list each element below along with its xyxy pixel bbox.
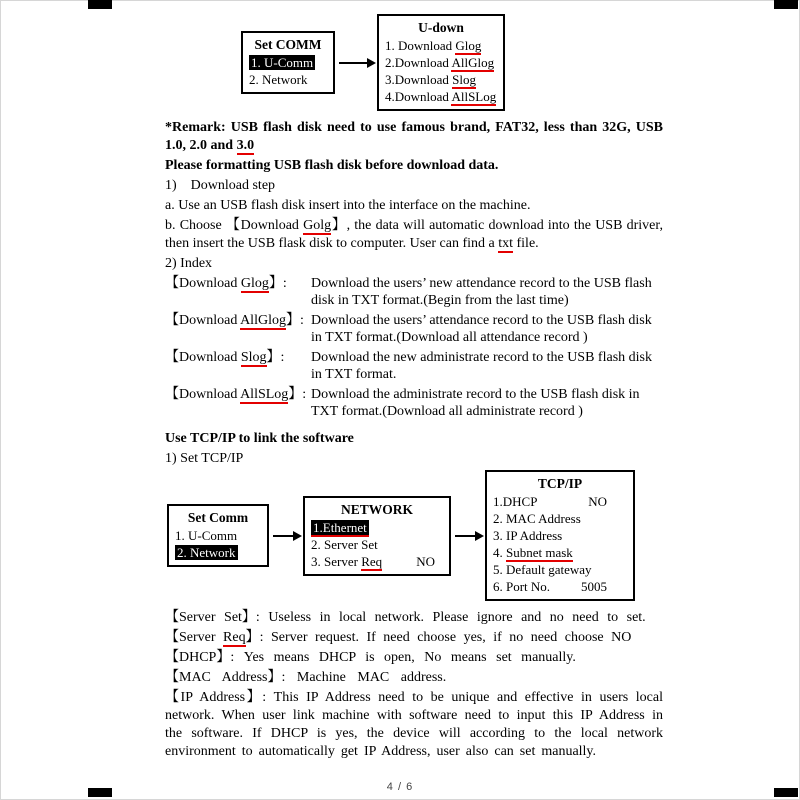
item-text: 3.Download — [385, 72, 453, 87]
remark-paragraph — [165, 119, 663, 155]
dhcp-explanation: 【DHCP】: Yes means DHCP is open, No means set manually. — [165, 650, 576, 665]
term-text: 】: — [288, 387, 307, 402]
tcp-subheading: 1) Set TCP/IP — [165, 451, 244, 466]
tcp-section-heading: Use TCP/IP to link the software — [165, 431, 354, 446]
tcpip-flow-diagram — [167, 470, 663, 601]
server-req-explanation — [165, 629, 663, 647]
misspelled-word: AllSLog — [451, 89, 497, 104]
definition-description: Download the users’ new attendance record to the USB flash disk in TXT format.(Begin from the last time) — [311, 276, 652, 308]
item-text: 4. — [493, 545, 506, 560]
misspelled-word: Slog — [452, 72, 477, 87]
menu-item-mac-address: 2. MAC Address — [493, 511, 581, 526]
misspelled-word: Golg — [303, 218, 332, 233]
term-text: 】: — [266, 350, 285, 365]
definition-description: Download the new administrate record to the USB flash disk in TXT format. — [311, 350, 652, 382]
item-text: 3. Server — [311, 553, 362, 569]
selected-menu-highlight: 2. Network — [177, 545, 236, 560]
definition-description: Download the users’ attendance record to the USB flash disk in TXT format.(Download all attendance record ) — [311, 313, 652, 345]
scan-corner-mark-top-left — [88, 0, 112, 9]
set-comm-box-title: Set COMM — [254, 37, 322, 52]
mac-explanation: 【MAC Address】: Machine MAC address. — [165, 670, 447, 685]
set-comm-box-title: Set Comm — [187, 510, 249, 525]
download-step-heading: 1) Download step — [165, 178, 276, 193]
server-set-explanation: 【Server Set】: Useless in local network. Please ignore and no need to set. — [165, 610, 646, 625]
remark-text: *Remark: USB flash disk need to use famous brand, FAT32, less than 32G, USB 1.0, 2.0 and — [165, 120, 663, 153]
term-text: 【Download — [165, 350, 241, 365]
misspelled-word: Req — [361, 553, 383, 569]
term-text: 】: — [268, 276, 287, 291]
item-text: 1. Download — [385, 38, 456, 53]
item-text: 6. Port No. — [493, 579, 551, 594]
menu-item-dhcp — [493, 493, 627, 510]
menu-item-ethernet — [311, 519, 443, 536]
u-down-box-title: U-down — [418, 20, 464, 35]
menu-item-download-slog — [385, 71, 497, 88]
misspelled-word: Slog — [240, 350, 267, 365]
tcpip-box-title: TCP/IP — [537, 476, 583, 491]
misspelled-word: Glog — [455, 38, 482, 53]
page-content — [165, 12, 663, 763]
misspelled-word: txt — [498, 236, 513, 251]
index-definition-row — [165, 386, 663, 420]
index-definition-row — [165, 312, 663, 346]
explanation-text: 】: Server request. If need choose yes, if no need choose NO — [245, 630, 632, 645]
ip-address-explanation: 【IP Address】: This IP Address need to be unique and effective in users local network. When user link machine with software need to input this IP Address in the software. If DHCP is yes, the device will according to the local network environment to automatically get IP Address, user also can set manually. — [165, 690, 663, 759]
term-text: 【Download — [165, 387, 241, 402]
definition-term — [165, 386, 311, 420]
flow-arrow-icon — [339, 62, 373, 64]
menu-item-server-set: 2. Server Set — [311, 536, 378, 552]
term-text: 【Download — [165, 276, 241, 291]
definition-term — [165, 275, 311, 309]
selected-menu-highlight: 1. U-Comm — [251, 55, 314, 70]
misspelled-word: Glog — [240, 276, 269, 291]
menu-item-download-allslog — [385, 88, 497, 105]
step-b-text: file. — [513, 236, 539, 251]
menu-item-default-gateway: 5. Default gateway — [493, 562, 592, 577]
format-note: Please formatting USB flash disk before download data. — [165, 158, 499, 173]
usb-download-flow-diagram — [241, 14, 663, 111]
index-heading: 2) Index — [165, 256, 213, 271]
misspelled-word: AllGlog — [451, 55, 495, 70]
set-comm-menu-box — [241, 31, 335, 94]
item-value: 5005 — [581, 579, 607, 594]
menu-item-u-comm: 1. U-Comm — [175, 528, 238, 543]
misspelled-word: 3.0 — [236, 138, 255, 153]
definition-description: Download the administrate record to the USB flash disk in TXT format.(Download all administrate record ) — [311, 387, 640, 419]
menu-item-u-comm — [249, 54, 327, 71]
misspelled-word: Req — [223, 630, 246, 645]
flow-arrow-icon — [273, 535, 299, 537]
network-box-title: NETWORK — [340, 501, 413, 517]
menu-item-server-req — [311, 553, 443, 570]
menu-item-network: 2. Network — [249, 72, 308, 87]
item-text: 4.Download — [385, 89, 452, 104]
term-text: 【Download — [165, 313, 241, 328]
misspelled-word: AllSLog — [240, 387, 289, 402]
item-value: NO — [416, 553, 435, 569]
item-value: NO — [588, 494, 607, 509]
index-definition-row — [165, 275, 663, 309]
step-b-text: b. Choose 【Download — [165, 218, 304, 233]
set-comm-menu-box-2 — [167, 504, 269, 567]
item-text: 2.Download — [385, 55, 452, 70]
tcpip-menu-box — [485, 470, 635, 601]
misspelled-word: AllGlog — [240, 313, 286, 328]
definition-term — [165, 312, 311, 346]
selected-menu-highlight: 1.Ethernet — [313, 519, 367, 535]
step-b — [165, 217, 663, 253]
menu-item-subnet-mask — [493, 544, 627, 561]
misspelled-word: Subnet mask — [506, 545, 573, 560]
term-text: 】: — [285, 313, 304, 328]
explanation-text: 【Server — [165, 630, 224, 645]
item-text: 1.DHCP — [493, 494, 538, 509]
item-text — [311, 553, 382, 570]
step-b-text: 】, the data will automatic download into the USB driver, then insert the USB flask disk to computer. User can find a — [165, 218, 664, 251]
menu-item-port-no — [493, 578, 627, 595]
menu-item-ip-address: 3. IP Address — [493, 528, 563, 543]
definition-term — [165, 349, 311, 383]
step-a: a. Use an USB flash disk insert into the interface on the machine. — [165, 198, 531, 213]
menu-item-network — [175, 544, 261, 561]
flow-arrow-icon — [455, 535, 481, 537]
page-number: 4 / 6 — [386, 781, 414, 793]
u-down-menu-box — [377, 14, 505, 111]
network-menu-box — [303, 496, 451, 576]
menu-item-download-glog — [385, 37, 497, 54]
scan-corner-mark-top-right — [774, 0, 798, 9]
index-definition-row — [165, 349, 663, 383]
menu-item-download-allglog — [385, 54, 497, 71]
